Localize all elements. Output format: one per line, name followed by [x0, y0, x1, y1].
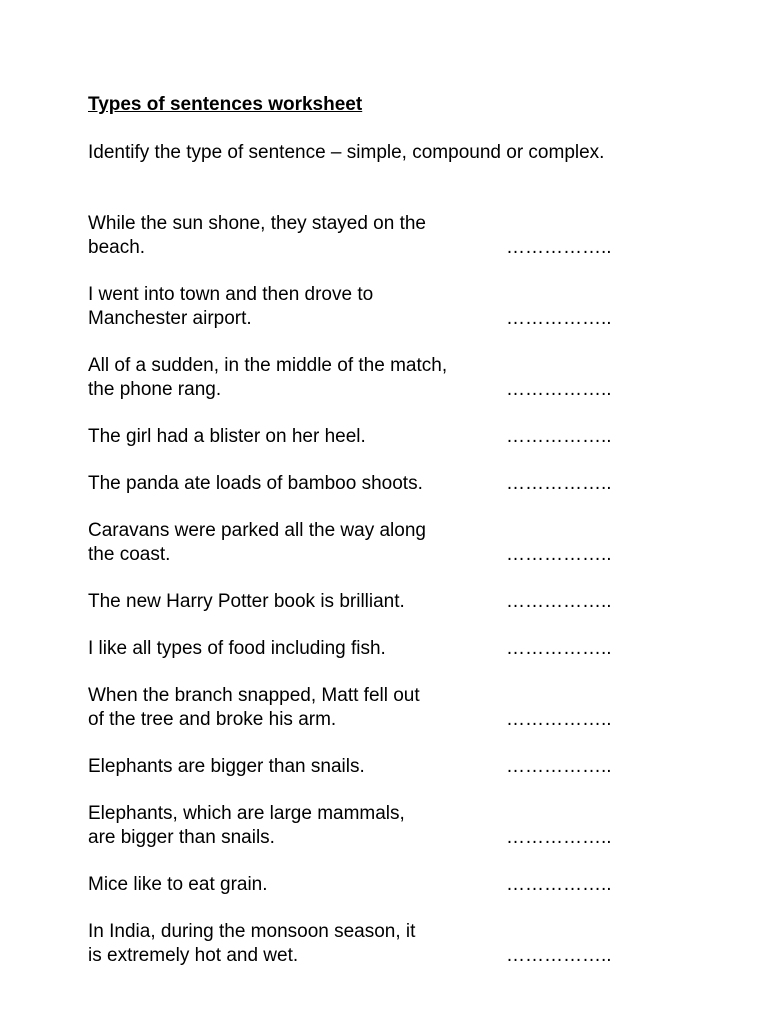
- answer-blank[interactable]: ……………..: [506, 945, 612, 966]
- question-line: of the tree and broke his arm.: [88, 709, 337, 730]
- question-line: Caravans were parked all the way along: [88, 520, 426, 541]
- question-line: I went into town and then drove to: [88, 284, 374, 305]
- question-line: is extremely hot and wet.: [88, 945, 299, 966]
- question-line: In India, during the monsoon season, it: [88, 921, 416, 942]
- question-line: Elephants, which are large mammals,: [88, 803, 405, 824]
- question-item: [88, 590, 668, 614]
- question-item: [88, 755, 668, 779]
- question-item: [88, 212, 668, 260]
- question-item: [88, 920, 668, 968]
- question-line: The new Harry Potter book is brilliant.: [88, 591, 405, 612]
- question-text: [88, 425, 488, 449]
- question-line: Elephants are bigger than snails.: [88, 756, 365, 777]
- question-line: The panda ate loads of bamboo shoots.: [88, 473, 423, 494]
- question-line: beach.: [88, 237, 146, 258]
- question-text: [88, 873, 488, 897]
- question-item: [88, 873, 668, 897]
- question-text: [88, 283, 488, 331]
- question-text: [88, 472, 488, 496]
- question-line: the coast.: [88, 544, 171, 565]
- question-text: [88, 755, 488, 779]
- answer-blank[interactable]: ……………..: [506, 591, 612, 612]
- answer-blank[interactable]: ……………..: [506, 756, 612, 777]
- question-line: The girl had a blister on her heel.: [88, 426, 366, 447]
- answer-blank[interactable]: ……………..: [506, 426, 612, 447]
- question-item: [88, 802, 668, 850]
- question-text: [88, 354, 488, 402]
- question-text: [88, 684, 488, 732]
- question-line: Mice like to eat grain.: [88, 874, 268, 895]
- worksheet-page: [88, 93, 668, 991]
- question-item: [88, 684, 668, 732]
- question-item: [88, 472, 668, 496]
- question-text: [88, 212, 488, 260]
- question-text: [88, 802, 488, 850]
- question-list: [88, 212, 668, 968]
- worksheet-instructions: Identify the type of sentence – simple, compound or complex.: [88, 142, 605, 163]
- question-item: [88, 283, 668, 331]
- question-line: Manchester airport.: [88, 308, 252, 329]
- question-line: While the sun shone, they stayed on the: [88, 213, 426, 234]
- answer-blank[interactable]: ……………..: [506, 379, 612, 400]
- question-item: [88, 519, 668, 567]
- question-line: All of a sudden, in the middle of the match,: [88, 355, 448, 376]
- question-line: the phone rang.: [88, 379, 222, 400]
- answer-blank[interactable]: ……………..: [506, 544, 612, 565]
- question-item: [88, 354, 668, 402]
- question-line: are bigger than snails.: [88, 827, 275, 848]
- question-item: [88, 425, 668, 449]
- question-line: I like all types of food including fish.: [88, 638, 386, 659]
- answer-blank[interactable]: ……………..: [506, 874, 612, 895]
- question-item: [88, 637, 668, 661]
- answer-blank[interactable]: ……………..: [506, 709, 612, 730]
- answer-blank[interactable]: ……………..: [506, 308, 612, 329]
- answer-blank[interactable]: ……………..: [506, 473, 612, 494]
- worksheet-title: Types of sentences worksheet: [88, 94, 363, 115]
- question-text: [88, 519, 488, 567]
- question-text: [88, 590, 488, 614]
- answer-blank[interactable]: ……………..: [506, 827, 612, 848]
- answer-blank[interactable]: ……………..: [506, 237, 612, 258]
- question-line: When the branch snapped, Matt fell out: [88, 685, 420, 706]
- question-text: [88, 920, 488, 968]
- answer-blank[interactable]: ……………..: [506, 638, 612, 659]
- question-text: [88, 637, 488, 661]
